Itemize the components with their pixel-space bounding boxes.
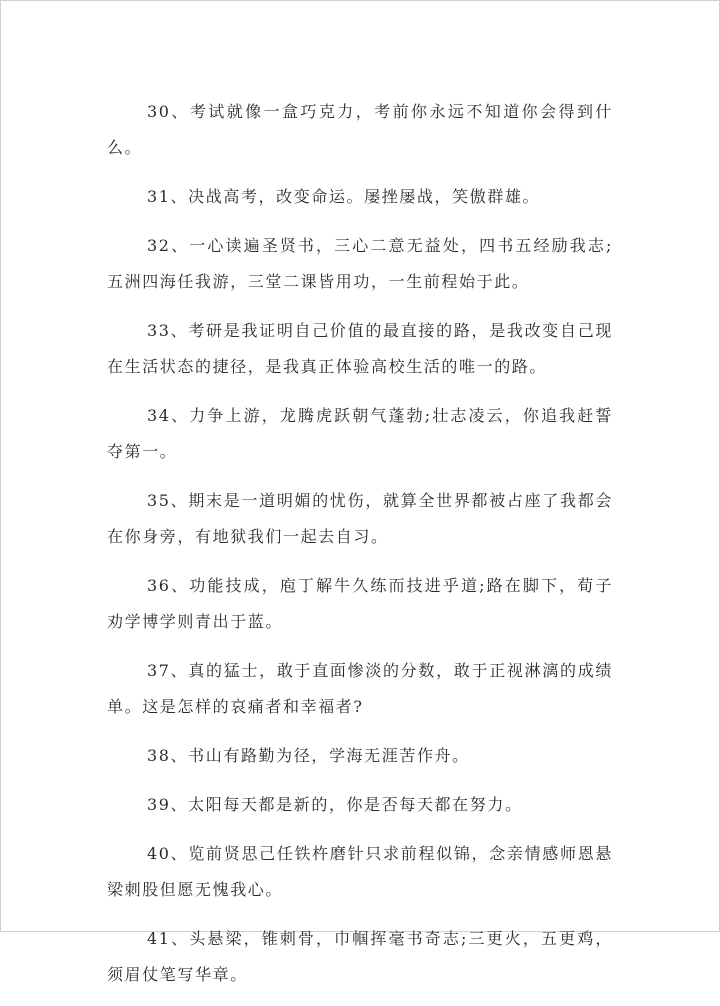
entry-text: 34、力争上游，龙腾虎跃朝气蓬勃;壮志凌云，你追我赶誓夺第一。 <box>107 406 613 461</box>
entry-text: 37、真的猛士，敢于直面惨淡的分数，敢于正视淋漓的成绩单。这是怎样的哀痛者和幸福者? <box>107 661 613 716</box>
entry-text: 31、决战高考，改变命运。屡挫屡战，笑傲群雄。 <box>147 187 541 206</box>
entry-text: 36、功能技成，庖丁解牛久练而技进乎道;路在脚下，荀子劝学博学则青出于蓝。 <box>107 576 613 631</box>
entry-text: 32、一心读遍圣贤书，三心二意无益处，四书五经励我志;五洲四海任我游，三堂二课皆用功，一生前程始于此。 <box>107 236 613 291</box>
entry-text: 39、太阳每天都是新的，你是否每天都在努力。 <box>147 795 523 814</box>
entry-text: 38、书山有路勤为径，学海无涯苦作舟。 <box>147 746 470 765</box>
list-item <box>107 738 613 774</box>
list-item <box>107 179 613 215</box>
entry-text: 40、览前贤思己任铁杵磨针只求前程似锦，念亲情感师恩悬梁刺股但愿无愧我心。 <box>107 844 613 899</box>
document-body <box>107 94 613 1006</box>
list-item <box>107 483 613 555</box>
list-item <box>107 398 613 470</box>
list-item <box>107 313 613 385</box>
list-item <box>107 787 613 823</box>
entry-text: 33、考研是我证明自己价值的最直接的路，是我改变自己现在生活状态的捷径，是我真正体验高校生活的唯一的路。 <box>107 321 613 376</box>
list-item <box>107 836 613 908</box>
entry-text: 30、考试就像一盒巧克力，考前你永远不知道你会得到什么。 <box>107 102 613 157</box>
entry-text: 41、头悬梁，锥刺骨，巾帼挥毫书奇志;三更火，五更鸡，须眉仗笔写华章。 <box>107 929 613 984</box>
list-item <box>107 568 613 640</box>
entry-text: 35、期末是一道明媚的忧伤，就算全世界都被占座了我都会在你身旁，有地狱我们一起去自习。 <box>107 491 613 546</box>
list-item <box>107 653 613 725</box>
list-item <box>107 228 613 300</box>
list-item <box>107 94 613 166</box>
